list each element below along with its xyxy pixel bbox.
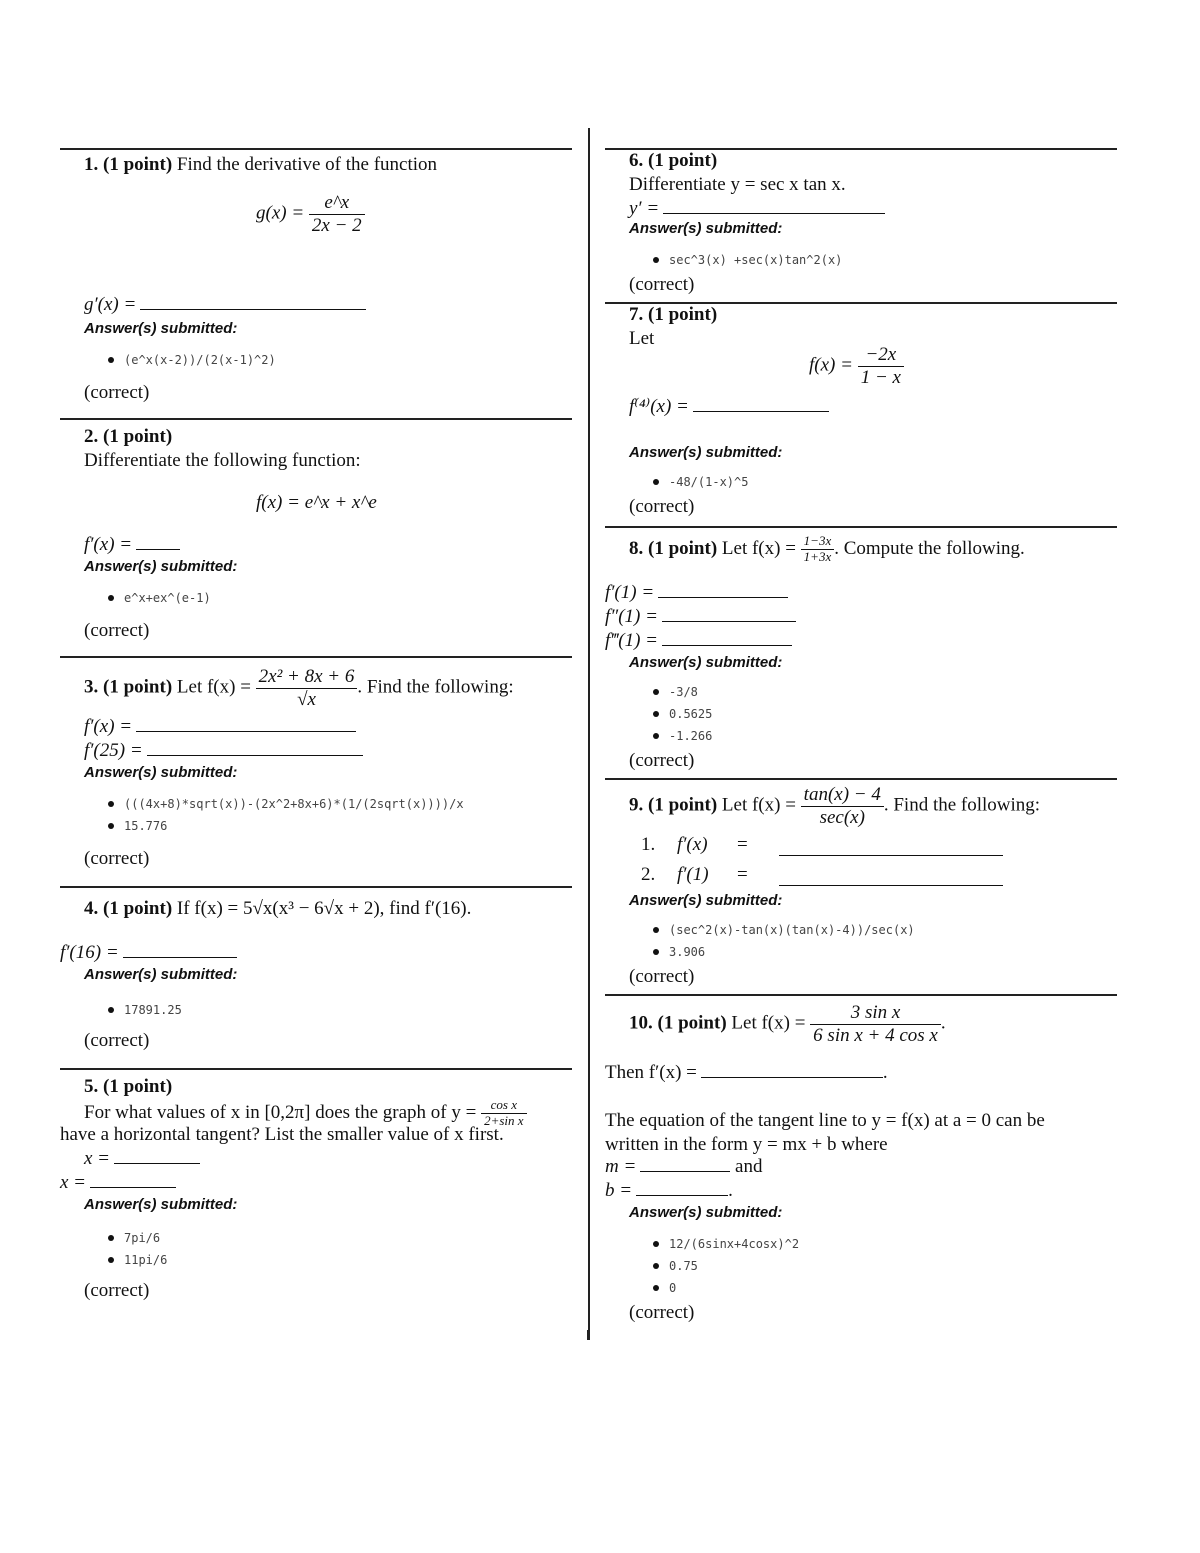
answers-header: Answer(s) submitted: bbox=[629, 1204, 783, 1221]
answer-row: b = . bbox=[605, 1180, 733, 1201]
answer-blank[interactable] bbox=[662, 620, 796, 622]
status-text: (correct) bbox=[629, 496, 695, 517]
list-item: 2. bbox=[641, 864, 656, 885]
answer-row: f′(25) = bbox=[84, 740, 363, 763]
problem-points: (1 point) bbox=[103, 154, 173, 175]
problem-5 bbox=[60, 1070, 572, 1310]
answer-blank[interactable] bbox=[640, 1170, 730, 1172]
answer-blank[interactable] bbox=[136, 730, 356, 732]
status-text: (correct) bbox=[629, 274, 695, 295]
status-text: (correct) bbox=[84, 1030, 150, 1051]
problem-prompt: Find the derivative of the function bbox=[176, 154, 438, 175]
answer-label: f′(x) bbox=[677, 834, 708, 855]
answer-row: m = and bbox=[605, 1156, 763, 1177]
problem-8 bbox=[605, 528, 1117, 778]
list-item: -1.266 bbox=[653, 724, 712, 747]
status-text: (correct) bbox=[629, 966, 695, 987]
column-divider bbox=[588, 128, 590, 1336]
formula: g(x) = $\frac{e\^{}x}{2x - 2}$ bbox=[256, 192, 365, 237]
list-item: sec^3(x) +sec(x)tan^2(x) bbox=[653, 248, 842, 271]
answer-row: f⁽⁴⁾(x) = bbox=[629, 396, 829, 419]
column-divider-end-mark bbox=[587, 1330, 590, 1340]
problem-prompt: For what values of x in [0,2π] does the graph of y = $\frac{\text{cos x}}{\text{2+sin x}}$ bbox=[84, 1098, 527, 1129]
problem-points: (1 point) bbox=[103, 1076, 173, 1097]
answer-blank[interactable] bbox=[693, 410, 829, 412]
problem-heading: 4. (1 point) If f(x) = 5√x(x³ − 6√x + 2), find f′(16). bbox=[84, 898, 472, 919]
list-item: 12/(6sinx+4cosx)^2 bbox=[653, 1232, 799, 1255]
answer-row: f‴(1) = bbox=[605, 630, 792, 653]
answer-row: Then f′(x) = . bbox=[605, 1062, 888, 1083]
list-item: 0.75 bbox=[653, 1254, 698, 1277]
answer-blank[interactable] bbox=[140, 308, 366, 310]
answer-row: f′(x) = bbox=[84, 534, 180, 557]
status-text: (correct) bbox=[84, 848, 150, 869]
list-item: (sec^2(x)-tan(x)(tan(x)-4))/sec(x) bbox=[653, 918, 915, 941]
problem-prompt-continued: have a horizontal tangent? List the smaller value of x first. bbox=[60, 1124, 504, 1145]
answer-blank[interactable] bbox=[663, 212, 885, 214]
problem-points: (1 point) bbox=[103, 426, 173, 447]
answer-blank[interactable] bbox=[658, 596, 788, 598]
answer-label: f′(1) bbox=[677, 864, 709, 885]
answer-row: f′(16) = bbox=[60, 942, 237, 965]
answer-blank[interactable] bbox=[636, 1194, 728, 1196]
equals-sign: = bbox=[737, 864, 748, 885]
answer-blank[interactable] bbox=[701, 1076, 883, 1078]
answer-row: f′(x) = bbox=[84, 716, 356, 739]
status-text: (correct) bbox=[629, 750, 695, 771]
formula: f(x) = $\frac{-2x}{1 - x}$ bbox=[809, 344, 904, 389]
status-text: (correct) bbox=[84, 1280, 150, 1301]
problem-heading: 3. (1 point) Let f(x) = $\frac{\text{2x² + 8x + 6}}{√x}$ . Find the following: bbox=[84, 666, 514, 710]
answers-header: Answer(s) submitted: bbox=[629, 444, 783, 461]
answer-blank[interactable] bbox=[662, 644, 792, 646]
list-item: 7pi/6 bbox=[108, 1226, 160, 1249]
answer-blank[interactable] bbox=[123, 956, 237, 958]
answer-row: x = bbox=[84, 1148, 200, 1171]
list-item: 0.5625 bbox=[653, 702, 712, 725]
problem-heading: 10. (1 point) Let f(x) = $\frac{\text{3 sin x}}{\text{6 sin x + 4 cos x}}$ . bbox=[629, 1002, 946, 1046]
problem-prompt: Let bbox=[629, 328, 655, 349]
problem-heading: 8. (1 point) Let f(x) = $\frac{1-3x}{1+3x}$ . Compute the following. bbox=[629, 533, 1025, 564]
problem-prompt-continued: written in the form y = mx + b where bbox=[605, 1134, 888, 1155]
status-text: (correct) bbox=[84, 382, 150, 403]
list-item: e^x+ex^(e-1) bbox=[108, 586, 211, 609]
status-text: (correct) bbox=[629, 1302, 695, 1323]
answers-header: Answer(s) submitted: bbox=[629, 654, 783, 671]
answers-header: Answer(s) submitted: bbox=[84, 558, 238, 575]
answer-blank[interactable] bbox=[90, 1186, 176, 1188]
answers-header: Answer(s) submitted: bbox=[84, 764, 238, 781]
problem-number: 1. bbox=[84, 154, 99, 175]
problem-prompt: Differentiate y = sec x tan x. bbox=[629, 174, 846, 195]
problem-points: (1 point) bbox=[648, 304, 718, 325]
list-item: 3.906 bbox=[653, 940, 705, 963]
problem-number: 2. bbox=[84, 426, 99, 447]
problem-3 bbox=[60, 658, 572, 886]
answers-header: Answer(s) submitted: bbox=[84, 966, 238, 983]
answer-blank[interactable] bbox=[779, 884, 1003, 886]
list-item: 1. bbox=[641, 834, 656, 855]
answer-row: f′(1) = bbox=[605, 582, 788, 605]
problem-number: 6. bbox=[629, 150, 644, 171]
list-item: 0 bbox=[653, 1276, 676, 1299]
problem-number: 5. bbox=[84, 1076, 99, 1097]
answer-blank[interactable] bbox=[147, 754, 363, 756]
problem-4 bbox=[60, 888, 572, 1068]
problem-2 bbox=[60, 420, 572, 656]
answer-row: x = bbox=[60, 1172, 176, 1195]
problem-6 bbox=[605, 150, 1117, 302]
answer-blank[interactable] bbox=[114, 1162, 200, 1164]
problem-prompt: Differentiate the following function: bbox=[84, 450, 361, 471]
answer-row: g′(x) = bbox=[84, 294, 366, 317]
list-item: -3/8 bbox=[653, 680, 698, 703]
list-item: (e^x(x-2))/(2(x-1)^2) bbox=[108, 348, 276, 371]
answer-row: y′ = bbox=[629, 198, 885, 221]
problem-1 bbox=[60, 148, 572, 420]
answer-blank[interactable] bbox=[779, 854, 1003, 856]
list-item: 17891.25 bbox=[108, 998, 182, 1021]
answer-row: f″(1) = bbox=[605, 606, 796, 629]
formula: f(x) = e^x + x^e bbox=[256, 492, 377, 513]
problem-points: (1 point) bbox=[648, 150, 718, 171]
list-item: -48/(1-x)^5 bbox=[653, 470, 748, 493]
problem-7 bbox=[605, 304, 1117, 526]
answers-header: Answer(s) submitted: bbox=[84, 320, 238, 337]
list-item: 11pi/6 bbox=[108, 1248, 167, 1271]
equals-sign: = bbox=[737, 834, 748, 855]
list-item: (((4x+8)*sqrt(x))-(2x^2+8x+6)*(1/(2sqrt(x))))/x bbox=[108, 792, 464, 815]
problem-heading: 9. (1 point) Let f(x) = $\frac{\tan(x) - 4}{\sec(x)}$ . Find the following: bbox=[629, 784, 1041, 828]
problem-10 bbox=[605, 996, 1117, 1326]
answers-header: Answer(s) submitted: bbox=[629, 892, 783, 909]
problem-prompt: The equation of the tangent line to y = f(x) at a = 0 can be bbox=[605, 1110, 1045, 1131]
answers-header: Answer(s) submitted: bbox=[84, 1196, 238, 1213]
answer-blank[interactable] bbox=[136, 548, 180, 550]
answers-header: Answer(s) submitted: bbox=[629, 220, 783, 237]
problem-number: 7. bbox=[629, 304, 644, 325]
problem-9 bbox=[605, 780, 1117, 994]
status-text: (correct) bbox=[84, 620, 150, 641]
list-item: 15.776 bbox=[108, 814, 167, 837]
